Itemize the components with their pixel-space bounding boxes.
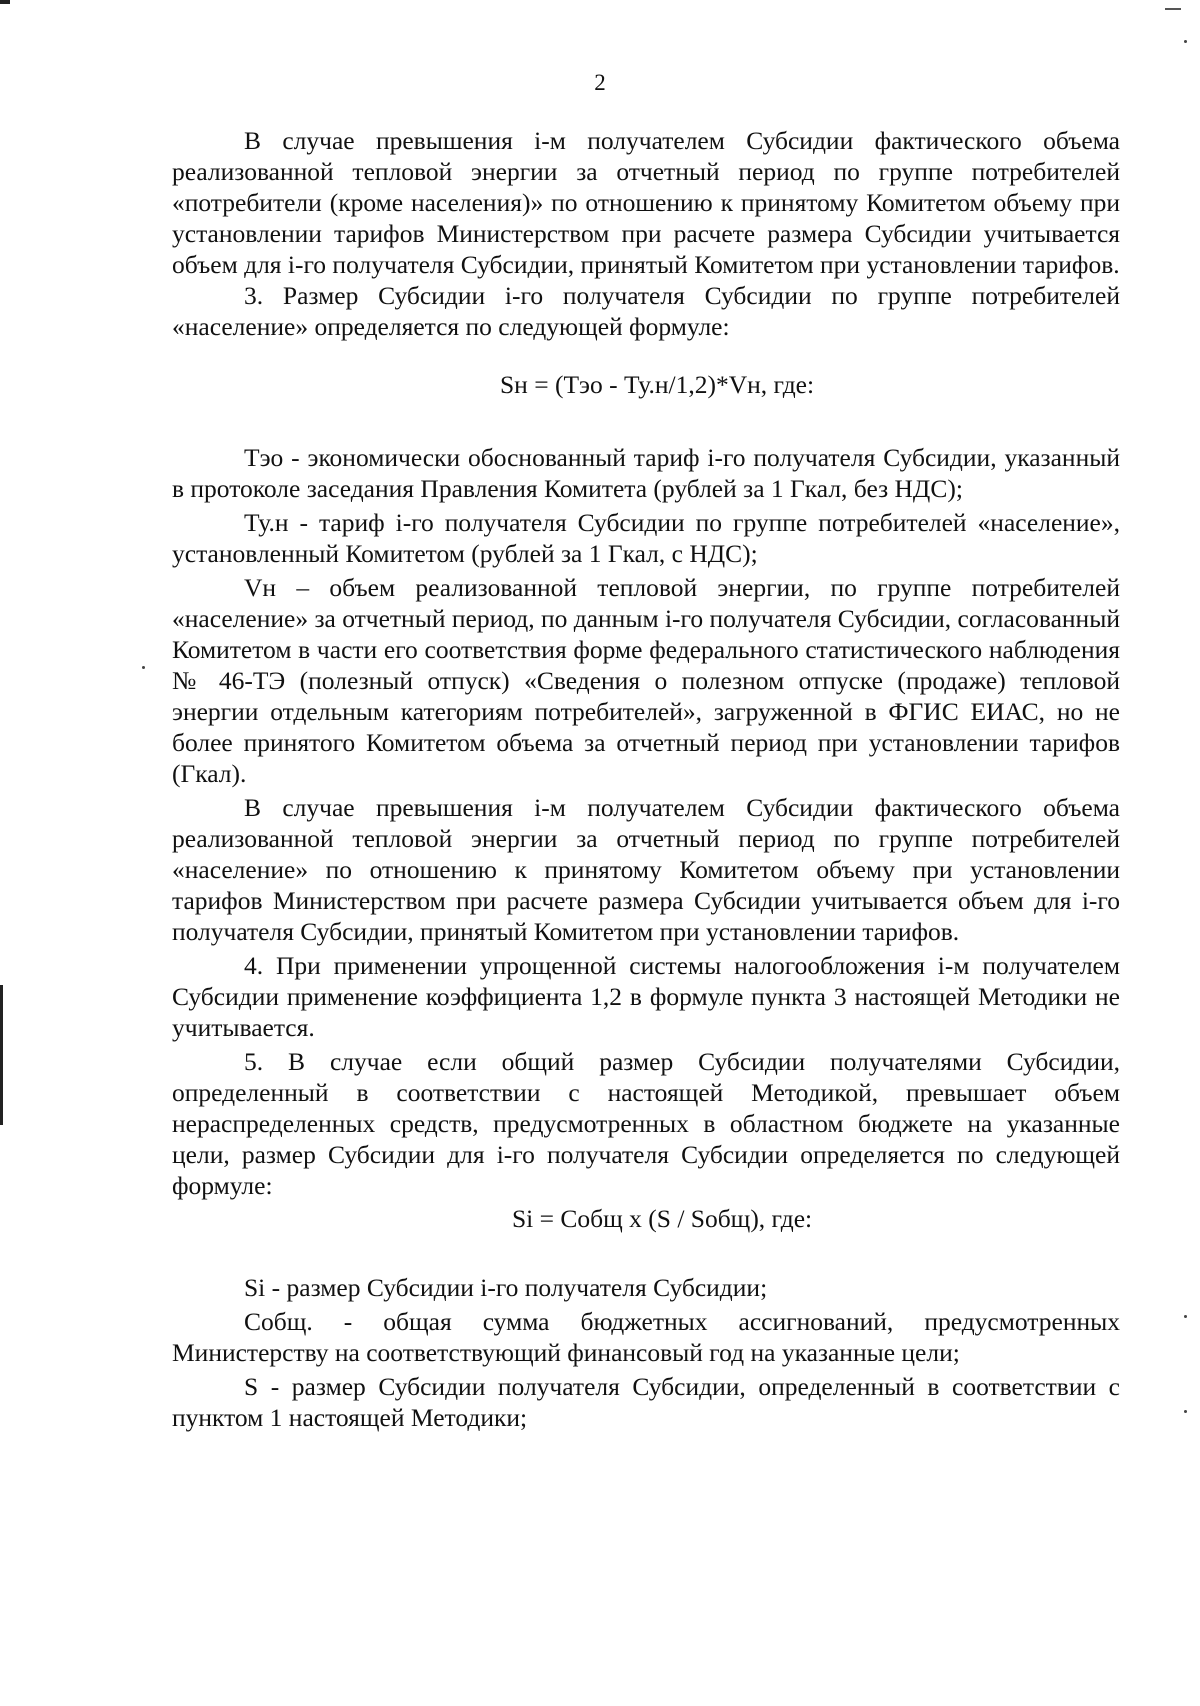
formula-population-subsidy: Sн = (Тэо - Ту.н/1,2)*Vн, где:	[500, 370, 815, 399]
formula-distribution: Si = Cобщ х (S / Sобщ), где:	[512, 1204, 813, 1233]
definition-tun: Ту.н - тариф i-го получателя Субсидии по группе потребителей «население», установленный Комитетом (рублей за 1 Гкал, с НДС);	[172, 508, 1120, 568]
scan-edge-line	[0, 985, 3, 1125]
paragraph-item-4: 4. При применении упрощенной системы налогообложения i-м получателем Субсидии применение коэффициента 1,2 в формуле пункта 3 настоящей Методики не учитывается.	[172, 951, 1120, 1042]
scan-speck	[1184, 1315, 1187, 1318]
scan-edge-mark	[1165, 8, 1181, 10]
page-number: 2	[594, 70, 606, 95]
paragraph-excess-population: В случае превышения i-м получателем Субсидии фактического объема реализованной тепловой энергии за отчетный период по группе потребителей «население» по отношению к принятому Комитетом объему при установлении тарифов Министерством при расчете размера Субсидии учитывается объем для i-го получателя Субсидии, принятый Комитетом при установлении тарифов.	[172, 793, 1120, 946]
scan-edge-mark	[0, 0, 10, 4]
definition-s: S - размер Субсидии получателя Субсидии, определенный в соответствии с пунктом 1 настоящей Методики;	[172, 1372, 1120, 1432]
definition-vn: Vн – объем реализованной тепловой энергии, по группе потребителей «население» за отчетный период, по данным i-го получателя Субсидии, согласованный Комитетом в части его соответствия форме федерального статистического наблюдения № 46-ТЭ (полезный отпуск) «Сведения о полезном отпуске (продаже) тепловой энергии отдельным категориям потребителей», загруженной в ФГИС ЕИАС, но не более принятого Комитетом объема за отчетный период при установлении тарифов (Гкал).	[172, 573, 1120, 788]
scan-speck	[1184, 40, 1187, 43]
definition-teo: Тэо - экономически обоснованный тариф i-го получателя Субсидии, указанный в протоколе заседания Правления Комитета (рублей за 1 Гкал, без НДС);	[172, 443, 1120, 503]
document-body	[172, 125, 1120, 1433]
scan-speck	[142, 666, 145, 669]
paragraph-item-3: 3. Размер Субсидии i-го получателя Субсидии по группе потребителей «население» определяется по следующей формуле:	[172, 281, 1120, 341]
paragraph-excess-non-population: В случае превышения i-м получателем Субсидии фактического объема реализованной тепловой энергии за отчетный период по группе потребителей «потребители (кроме населения)» по отношению к принятому Комитетом объему при установлении тарифов Министерством при расчете размера Субсидии учитывается объем для i-го получателя Субсидии, принятый Комитетом при установлении тарифов.	[172, 126, 1120, 279]
definition-si: Si - размер Субсидии i-го получателя Субсидии;	[244, 1273, 768, 1302]
definition-cobsh: Cобщ. - общая сумма бюджетных ассигнований, предусмотренных Министерству на соответствующий финансовый год на указанные цели;	[172, 1307, 1120, 1367]
paragraph-item-5: 5. В случае если общий размер Субсидии получателями Субсидии, определенный в соответствии с настоящей Методикой, превышает объем нераспределенных средств, предусмотренных в областном бюджете на указанные цели, размер Субсидии для i-го получателя Субсидии определяется по следующей формуле:	[172, 1047, 1120, 1200]
scan-speck	[1184, 1410, 1187, 1413]
